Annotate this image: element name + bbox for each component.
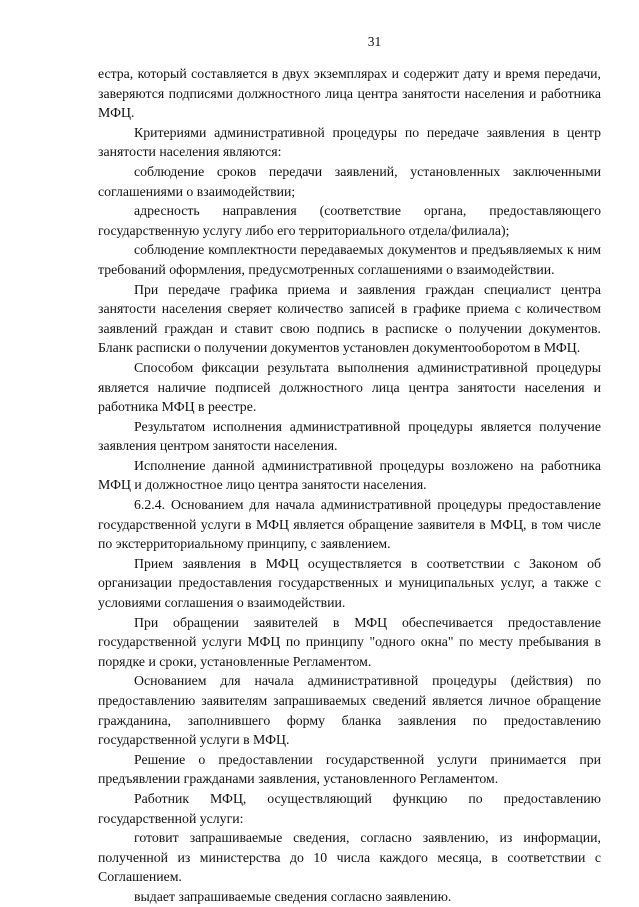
paragraph: При передаче графика приема и заявления граждан специалист центра занятости населения сверяет количество записей в графике приема с количеством заявлений граждан и ставит свою подпись в расписке о получении документов. Бланк расписки о получении документов установлен документооборотом в МФЦ. [98,281,601,356]
paragraph: соблюдение сроков передачи заявлений, установленных заключенными соглашениями о взаимодействии; [98,163,601,199]
paragraph: адресность направления (соответствие органа, предоставляющего государственную услугу либо его территориального отдела/филиала); [98,203,601,238]
paragraph: Прием заявления в МФЦ осуществляется в соответствии с Законом об организации предоставления государственных и муниципальных услуг, а также с условиями соглашения о взаимодействии. [98,555,601,611]
paragraph: Критериями административной процедуры по передаче заявления в центр занятости населения являются: [98,124,601,160]
paragraph: естра, который составляется в двух экземплярах и содержит дату и время передачи, заверяются подписями должностного лица центра занятости населения и работника МФЦ. [98,66,601,121]
paragraph: соблюдение комплектности передаваемых документов и предъявляемых к ним требований оформления, предусмотренных соглашениями о взаимодействии. [98,242,601,277]
page-number: 31 [367,34,382,49]
paragraph: Основанием для начала административной процедуры (действия) по предоставлению заявителям запрашиваемых сведений является личное обращение гражданина, заполнившего форму бланка заявления по предоставлению государственной услуги в МФЦ. [98,673,601,748]
paragraph: Работник МФЦ, осуществляющий функцию по предоставлению государственной услуги: [98,790,601,826]
paragraph: Результатом исполнения административной процедуры является получение заявления центром занятости населения. [98,418,601,454]
paragraph: При обращении заявителей в МФЦ обеспечивается предоставление государственной услуги МФЦ по принципу "одного окна" по месту пребывания в порядке и сроки, установленные Регламентом. [98,614,601,669]
paragraph: готовит запрашиваемые сведения, согласно заявлению, из информации, полученной из министерства до 10 числа каждого месяца, в соответствии с Соглашением. [98,830,601,885]
paragraph: 6.2.4. Основанием для начала административной процедуры предоставление государственной услуги в МФЦ является обращение заявителя в МФЦ, в том числе по экстерриториальному принципу, с заявлением. [98,497,601,552]
paragraph: выдает запрашиваемые сведения согласно заявлению. [134,888,452,904]
paragraph: Решение о предоставлении государственной услуги принимается при предъявлении гражданами заявления, установленного Регламентом. [98,751,601,787]
paragraph: Исполнение данной административной процедуры возложено на работника МФЦ и должностное лицо центра занятости населения. [98,457,601,493]
paragraph: Способом фиксации результата выполнения административной процедуры является наличие подписей должностного лица центра занятости населения и работника МФЦ в реестре. [98,359,601,415]
document-body [98,64,601,907]
